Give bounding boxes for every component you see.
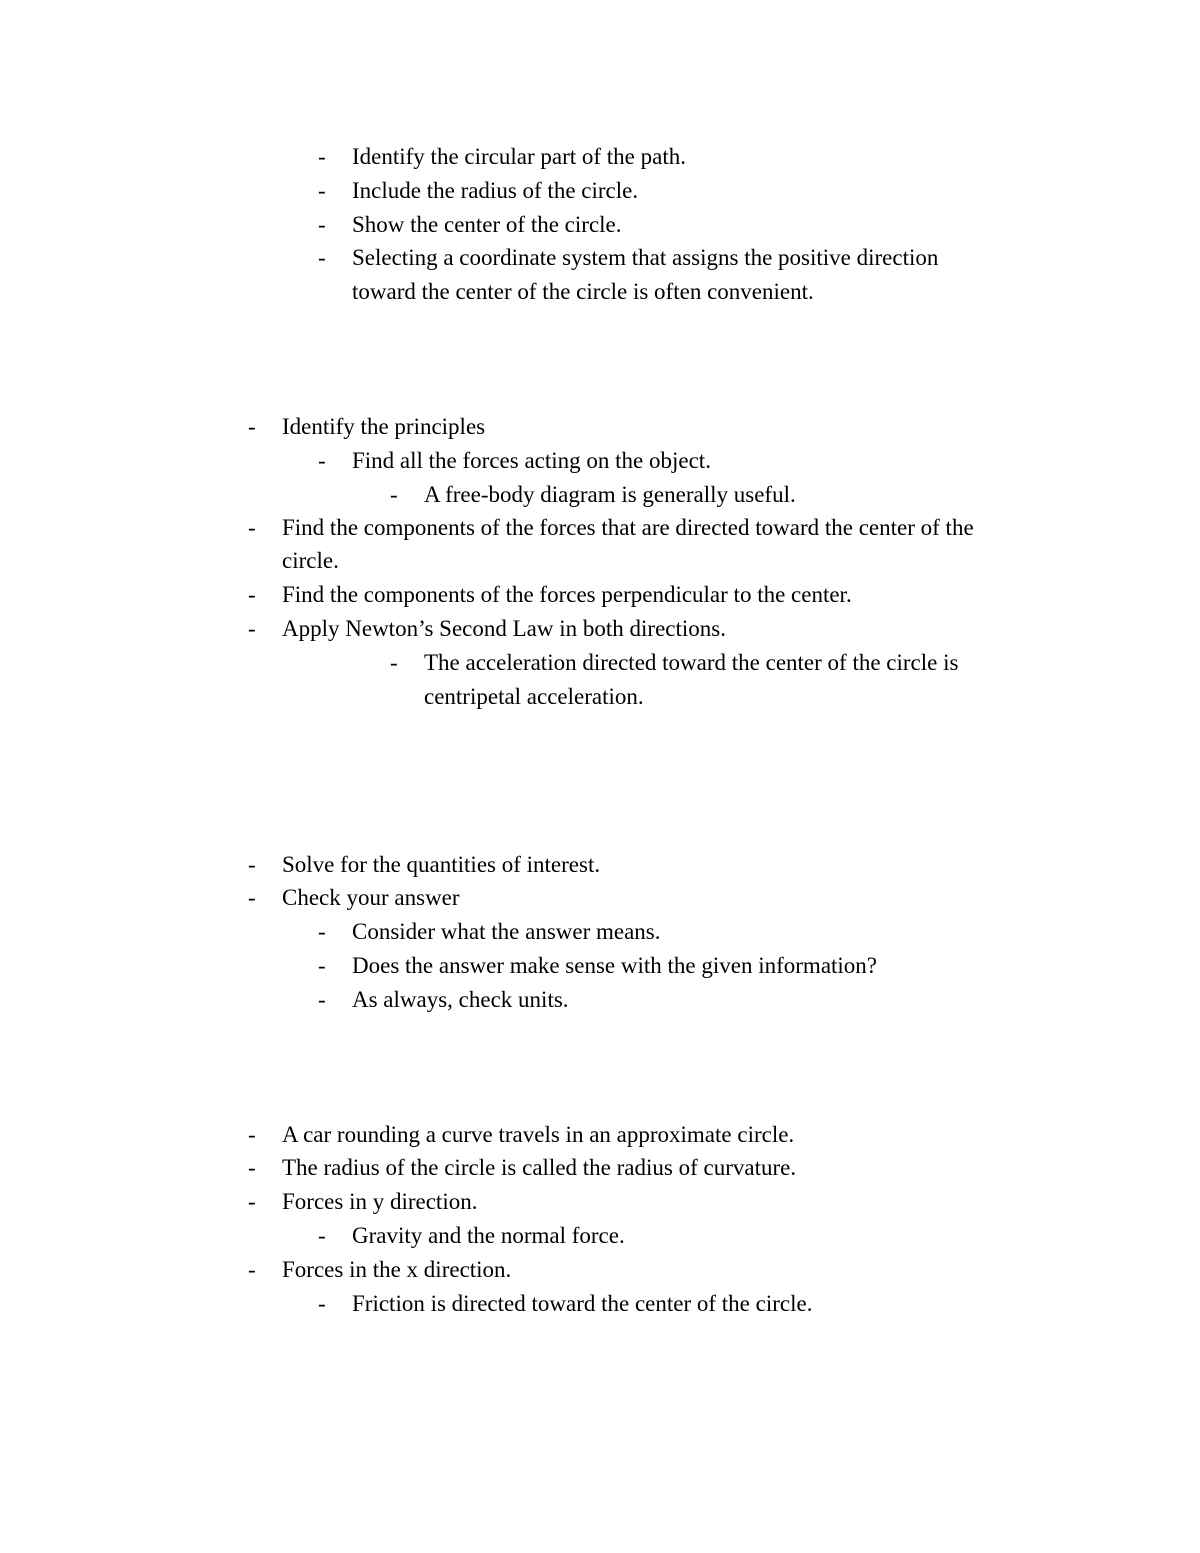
bullet-dash: - [318, 953, 326, 978]
list-item-text: The radius of the circle is called the radius of curvature. [282, 1155, 797, 1180]
list-item-text: Find the components of the forces perpendicular to the center. [282, 582, 852, 607]
list-item-text: Show the center of the circle. [352, 212, 622, 237]
bullet-dash: - [318, 919, 326, 944]
bullet-dash: - [248, 616, 256, 641]
list-item-text: A car rounding a curve travels in an approximate circle. [282, 1122, 795, 1147]
list-item-text: Find all the forces acting on the object. [352, 448, 711, 473]
bullet-dash: - [318, 212, 326, 237]
list-item-text: Selecting a coordinate system that assigns the positive direction [352, 245, 939, 270]
list-item-text: Check your answer [282, 885, 460, 910]
bullet-dash: - [248, 414, 256, 439]
bullet-dash: - [248, 1122, 256, 1147]
bullet-dash: - [248, 1189, 256, 1214]
list-item-text: Identify the circular part of the path. [352, 144, 686, 169]
list-item-continuation: circle. [282, 548, 339, 573]
bullet-dash: - [248, 885, 256, 910]
list-item-text: Include the radius of the circle. [352, 178, 639, 203]
bullet-dash: - [248, 515, 256, 540]
bullet-dash: - [318, 144, 326, 169]
list-item-text: A free-body diagram is generally useful. [424, 482, 796, 507]
bullet-dash: - [390, 650, 398, 675]
list-item-text: The acceleration directed toward the center of the circle is [424, 650, 959, 675]
bullet-dash: - [248, 852, 256, 877]
bullet-dash: - [318, 1291, 326, 1316]
list-item-continuation: centripetal acceleration. [424, 684, 644, 709]
list-item-text: As always, check units. [352, 987, 569, 1012]
list-item-text: Friction is directed toward the center of the circle. [352, 1291, 813, 1316]
bullet-dash: - [318, 987, 326, 1012]
list-item-text: Solve for the quantities of interest. [282, 852, 601, 877]
bullet-dash: - [318, 178, 326, 203]
list-item-text: Apply Newton’s Second Law in both directions. [282, 616, 726, 641]
list-item-continuation: toward the center of the circle is often convenient. [352, 279, 814, 304]
bullet-dash: - [390, 482, 398, 507]
bullet-dash: - [318, 448, 326, 473]
bullet-dash: - [248, 1155, 256, 1180]
list-item-text: Forces in the x direction. [282, 1257, 512, 1282]
list-item-text: Forces in y direction. [282, 1189, 478, 1214]
bullet-dash: - [248, 582, 256, 607]
list-item-text: Identify the principles [282, 414, 486, 439]
list-item-text: Consider what the answer means. [352, 919, 661, 944]
list-item-text: Gravity and the normal force. [352, 1223, 625, 1248]
list-item-text: Find the components of the forces that are directed toward the center of the [282, 515, 974, 540]
bullet-dash: - [248, 1257, 256, 1282]
bullet-dash: - [318, 245, 326, 270]
bullet-dash: - [318, 1223, 326, 1248]
list-item-text: Does the answer make sense with the given information? [352, 953, 878, 978]
